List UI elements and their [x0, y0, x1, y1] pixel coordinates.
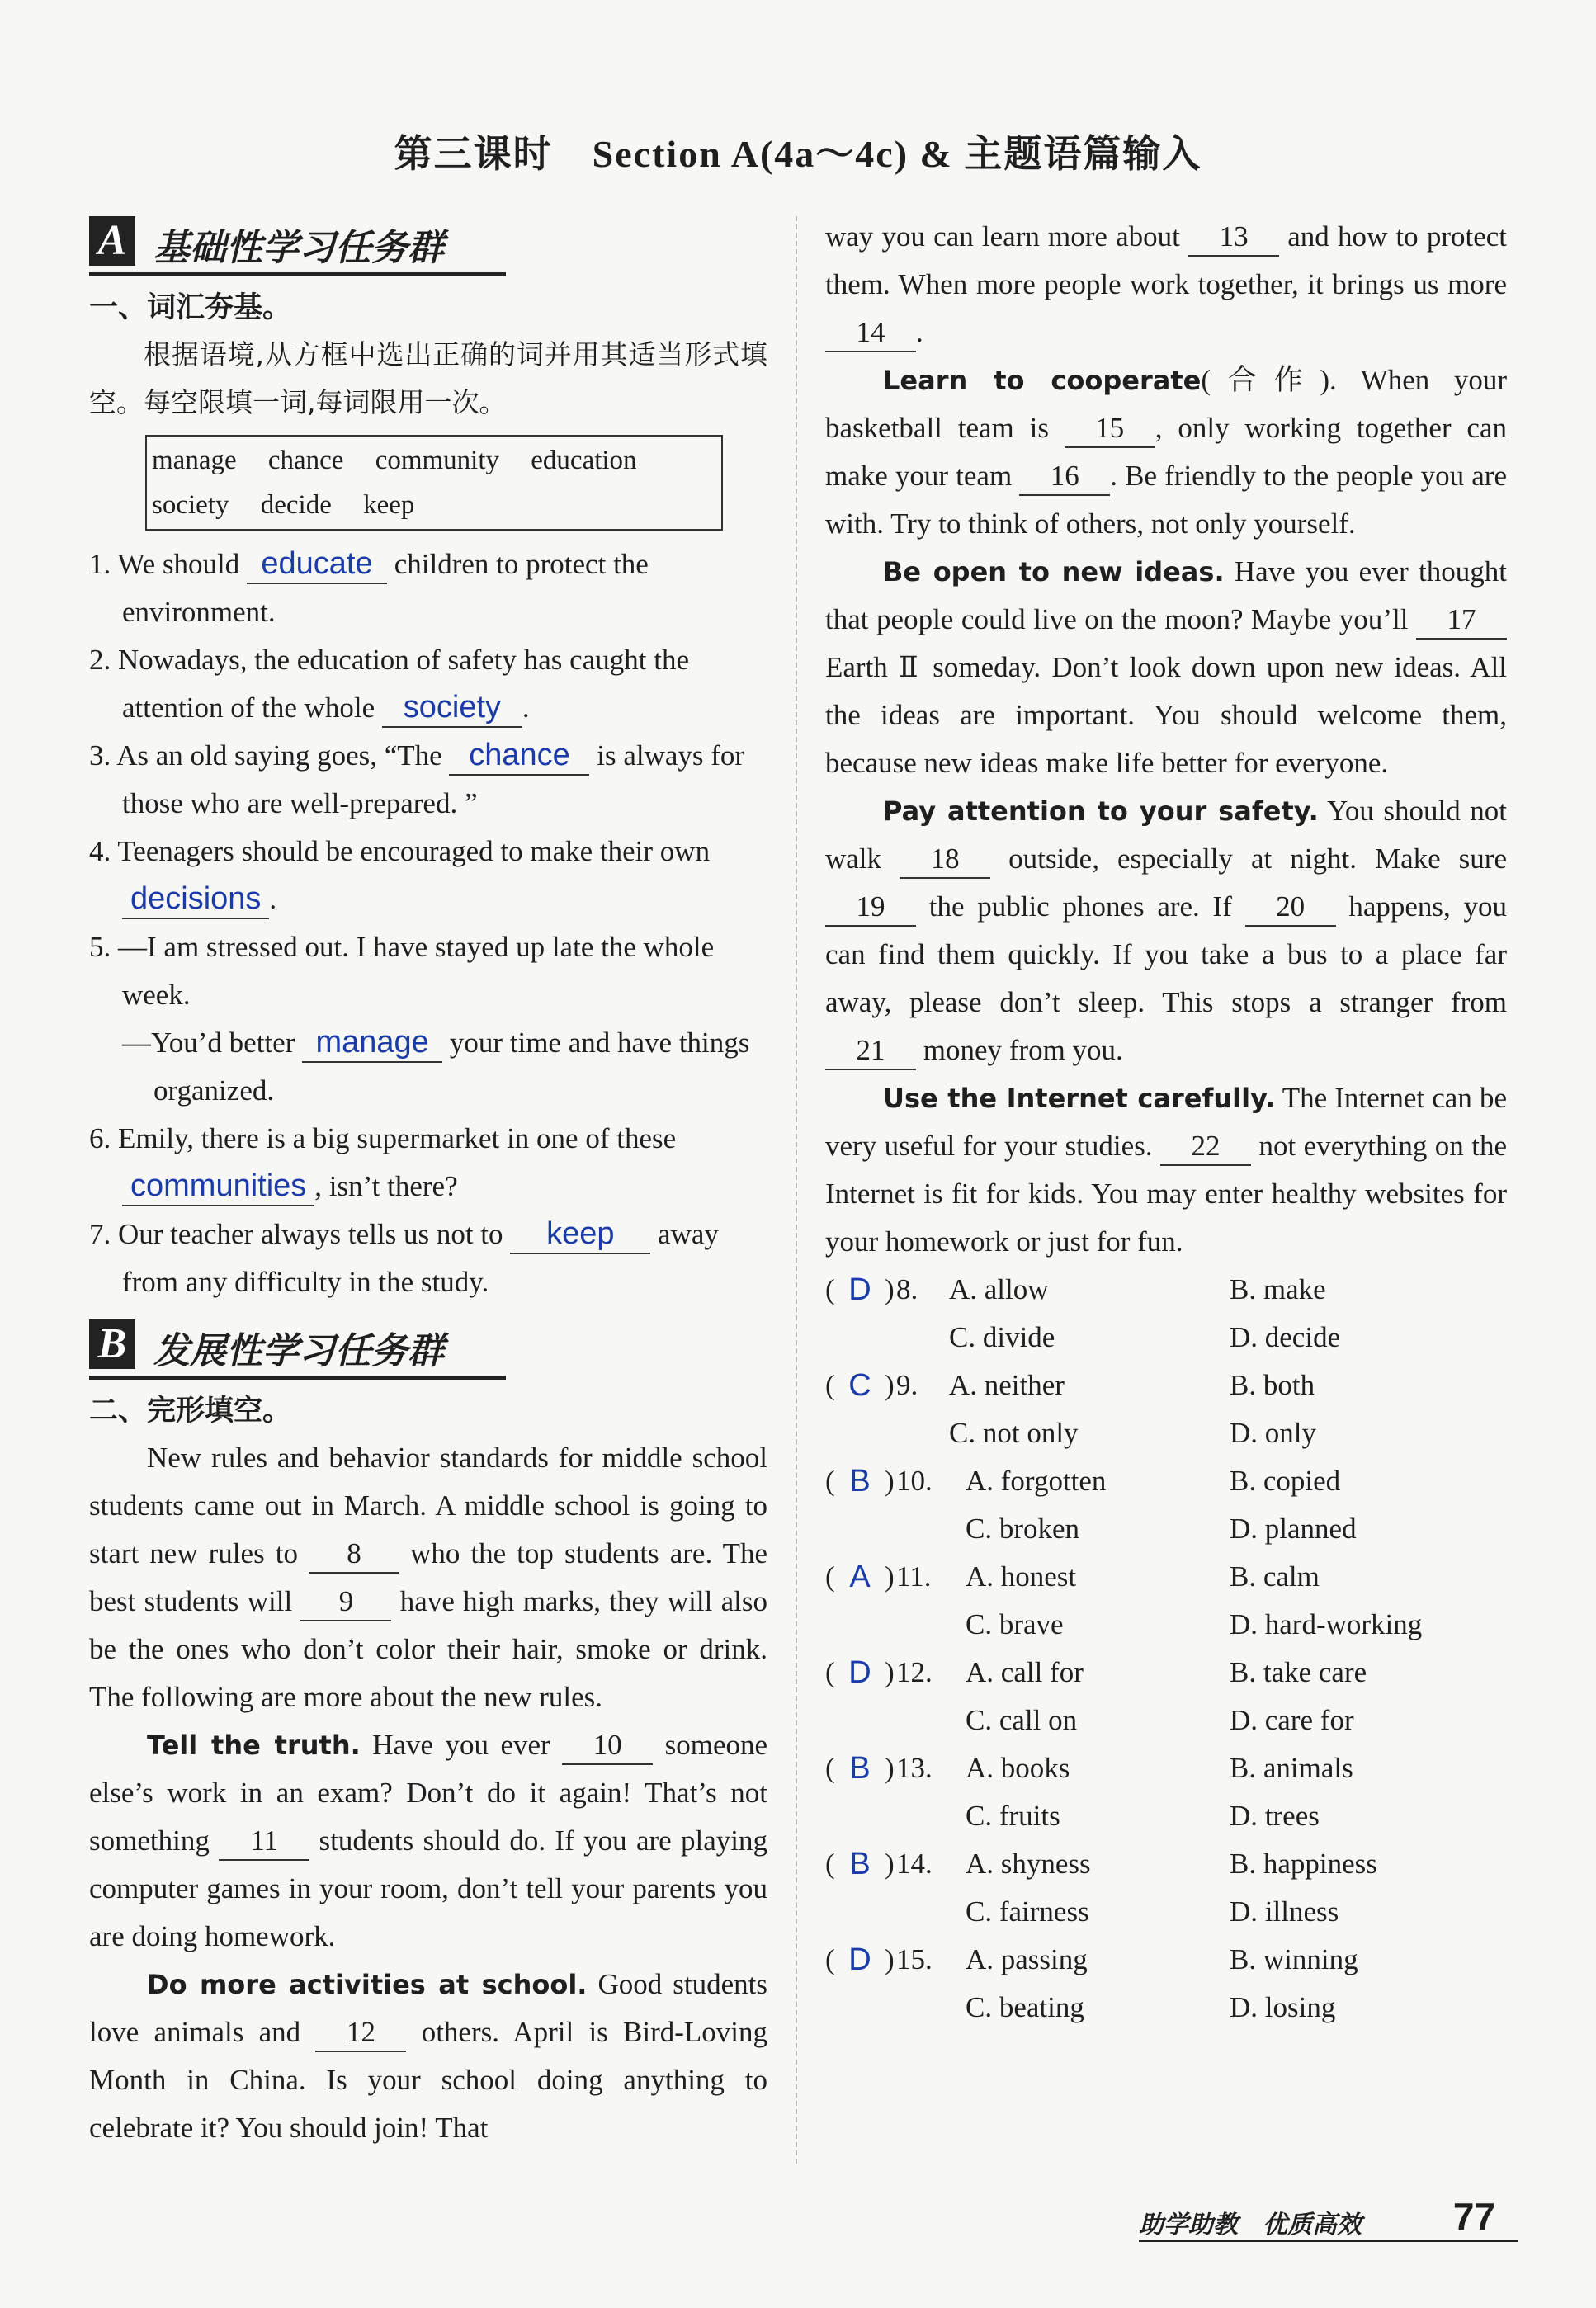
blank-9[interactable]: 9	[300, 1584, 391, 1621]
blank-13[interactable]: 13	[1188, 219, 1279, 257]
word-bank-item: community	[375, 446, 500, 475]
blank-20[interactable]: 20	[1245, 889, 1336, 927]
vocab-question-5b: —You’d better manage your time and have things organized.	[122, 1025, 750, 1107]
blank-17[interactable]: 17	[1416, 602, 1507, 640]
vocab-question-3: 3. As an old saying goes, “The chance is always for those who are well-prepared. ”	[89, 738, 745, 819]
answer-2[interactable]: society	[382, 688, 522, 728]
answer-7[interactable]: keep	[510, 1215, 650, 1254]
blank-15[interactable]: 15	[1065, 410, 1155, 448]
choice-answer[interactable]: B	[849, 1464, 871, 1499]
vocab-question-6: 6. Emily, there is a big supermarket in one of these communities , isn’t there?	[89, 1115, 767, 1211]
blank-10[interactable]: 10	[562, 1727, 653, 1765]
blank-19[interactable]: 19	[825, 889, 916, 927]
vocab-instruction: 根据语境,从方框中选出正确的词并用其适当形式填空。每空限填一词,每词限用一次。	[89, 338, 767, 418]
answer-5[interactable]: manage	[302, 1023, 442, 1063]
choice-answer[interactable]: A	[849, 1560, 871, 1594]
blank-14[interactable]: 14	[825, 314, 916, 352]
cloze-paragraph-7: Use the Internet carefully. The Internet can be very useful for your studies. 22 not everything on the Internet is fit for kids. You may enter healthy websites for your homework or just for fun.	[825, 1082, 1508, 1258]
blank-22[interactable]: 22	[1160, 1128, 1251, 1166]
vocab-question-4: 4. Teenagers should be encouraged to make their own decisions .	[89, 828, 767, 923]
page-footer	[1139, 2195, 1518, 2242]
choice-answer[interactable]: D	[848, 1272, 871, 1307]
word-bank-item: chance	[267, 446, 344, 475]
choice-item-13: ( B ) 13. A. books B. animals C. fruits D. trees	[825, 1744, 1507, 1840]
cloze-paragraph-3: Do more activities at school. Good students love animals and 12 others. April is Bird-Loving Month in China. Is your school doing anything to celebrate it? You should join! That	[89, 1968, 768, 2144]
page-number: 77	[1452, 2195, 1495, 2238]
blank-12[interactable]: 12	[315, 2014, 406, 2052]
right-column	[825, 213, 1507, 2032]
page-title: 第三课时 Section A(4a～4c) & 主题语篇输入	[394, 133, 1202, 175]
choice-answer[interactable]: D	[848, 1655, 871, 1690]
choice-list	[825, 1266, 1507, 2032]
choice-item-12: ( D ) 12. A. call for B. take care C. call on D. care for	[825, 1649, 1507, 1744]
section-b-header	[89, 1316, 506, 1380]
answer-6[interactable]: communities	[122, 1167, 314, 1206]
blank-11[interactable]: 11	[219, 1823, 309, 1861]
column-divider	[796, 216, 797, 2164]
cloze-paragraph-2: Tell the truth. Have you ever 10 someone else’s work in an exam? Don’t do it again! That’s not something 11 students should do. If you are playing computer games in your room, don’t tell your parents you are doing homework.	[89, 1729, 768, 1952]
section-b-letter: B	[89, 1319, 135, 1369]
answer-3[interactable]: chance	[449, 736, 589, 776]
cloze-heading: 二、完形填空。	[89, 1395, 292, 1428]
word-bank-item: society	[152, 490, 229, 520]
blank-18[interactable]: 18	[900, 841, 990, 879]
choice-item-14: ( B ) 14. A. shyness B. happiness C. fairness D. illness	[825, 1840, 1507, 1936]
vocab-question-1: 1. We should educate children to protect the environment.	[89, 546, 649, 628]
choice-answer[interactable]: D	[848, 1942, 871, 1977]
word-bank-item: manage	[152, 446, 237, 475]
cloze-paragraph-1: New rules and behavior standards for middle school students came out in March. A middle school is going to start new rules to 8 who the top students are. The best students will 9 have high marks, they will also be the ones who don’t color their hair, smoke or drink. The following are more about the new rules.	[89, 1442, 768, 1713]
vocab-heading: 一、词汇夯基。	[89, 291, 292, 324]
word-bank-item: education	[531, 446, 637, 475]
left-column	[89, 213, 767, 2152]
cloze-paragraph-4: Learn to cooperate(合作). When your basketball team is 15 , only working together can make your team 16 . Be friendly to the people you are with. Try to think of others, not only yourself.	[825, 364, 1508, 540]
cloze-paragraph-5: Be open to new ideas. Have you ever thought that people could live on the moon? Maybe you’ll 17 Earth Ⅱ someday. Don’t look down upon new ideas. All the ideas are important. You should welcome them, because new ideas make life better for everyone.	[825, 555, 1507, 779]
blank-21[interactable]: 21	[825, 1032, 916, 1070]
answer-4[interactable]: decisions	[122, 880, 269, 919]
vocab-question-7: 7. Our teacher always tells us not to keep away from any difficulty in the study.	[89, 1216, 719, 1298]
choice-item-15: ( D ) 15. A. passing B. winning C. beating D. losing	[825, 1936, 1507, 2032]
section-a-header	[89, 213, 506, 276]
choice-item-10: ( B ) 10. A. forgotten B. copied C. broken D. planned	[825, 1457, 1507, 1553]
choice-item-11: ( A ) 11. A. honest B. calm C. brave D. hard-working	[825, 1553, 1507, 1649]
vocab-question-5a: 5. —I am stressed out. I have stayed up late the whole week.	[89, 931, 715, 1011]
footer-slogan: 助学助教 优质高效	[1139, 2211, 1362, 2240]
choice-answer[interactable]: B	[849, 1751, 871, 1786]
choice-answer[interactable]: C	[848, 1368, 871, 1403]
choice-item-9: ( C ) 9. A. neither B. both C. not only D. only	[825, 1362, 1507, 1457]
answer-1[interactable]: educate	[247, 545, 387, 584]
blank-16[interactable]: 16	[1019, 458, 1110, 496]
section-a-letter: A	[89, 216, 135, 266]
section-b-title: 发展性学习任务群	[153, 1330, 444, 1372]
cloze-paragraph-3-continued: way you can learn more about 13 and how to protect them. When more people work together, it brings us more 14 .	[825, 213, 1507, 356]
word-bank-item: decide	[260, 490, 332, 520]
choice-item-8: ( D ) 8. A. allow B. make C. divide D. decide	[825, 1266, 1507, 1362]
section-a-title: 基础性学习任务群	[153, 227, 444, 269]
blank-8[interactable]: 8	[309, 1536, 399, 1574]
choice-answer[interactable]: B	[849, 1847, 871, 1881]
word-bank-item: keep	[363, 490, 415, 520]
word-bank	[145, 435, 723, 531]
vocab-question-2: 2. Nowadays, the education of safety has caught the attention of the whole society .	[89, 636, 767, 732]
cloze-paragraph-6: Pay attention to your safety. You should not walk 18 outside, especially at night. Make sure 19 the public phones are. If 20 happens, you can find them quickly. If you take a bus to a place far away, please don’t sleep. This stops a stranger from 21 money from you.	[825, 787, 1507, 1074]
